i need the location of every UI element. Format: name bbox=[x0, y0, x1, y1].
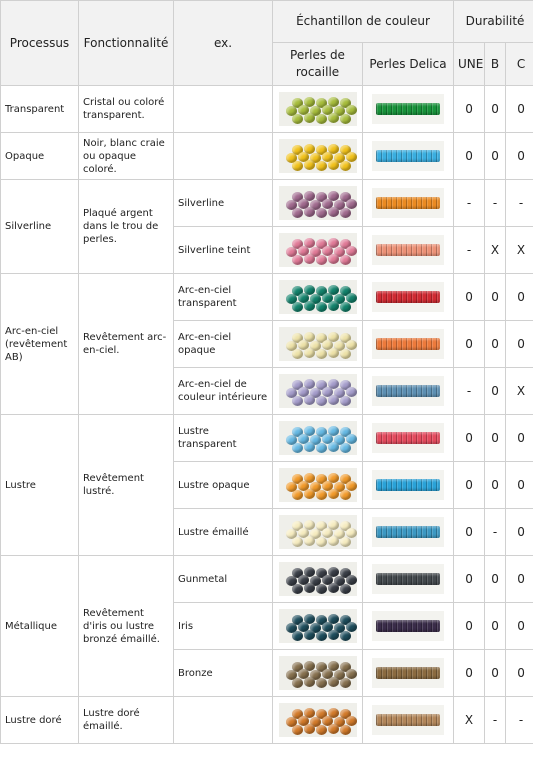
cell-durabilite-c: 0 bbox=[506, 509, 533, 556]
table-row bbox=[1, 86, 533, 133]
table-row bbox=[1, 415, 533, 462]
cell-processus: Lustre bbox=[1, 415, 79, 556]
cell-rocaille-swatch bbox=[273, 133, 363, 180]
cell-ex bbox=[174, 86, 273, 133]
cell-durabilite-c: X bbox=[506, 368, 533, 415]
seed-bead-swatch bbox=[279, 92, 357, 126]
cell-durabilite-c: 0 bbox=[506, 556, 533, 603]
cell-durabilite-b: 0 bbox=[485, 462, 506, 509]
header-ex: ex. bbox=[174, 1, 273, 86]
seed-bead-swatch bbox=[279, 421, 357, 455]
cell-durabilite-une: - bbox=[454, 368, 485, 415]
cell-durabilite-b: 0 bbox=[485, 86, 506, 133]
cell-rocaille-swatch bbox=[273, 556, 363, 603]
seed-bead-swatch bbox=[279, 609, 357, 643]
seed-bead-swatch bbox=[279, 515, 357, 549]
cell-fonctionnalite: Revêtement lustré. bbox=[79, 415, 174, 556]
seed-bead-swatch bbox=[279, 374, 357, 408]
cell-durabilite-b: 0 bbox=[485, 650, 506, 697]
cell-durabilite-c: 0 bbox=[506, 462, 533, 509]
cell-ex: Arc-en-ciel de couleur intérieure bbox=[174, 368, 273, 415]
table-header bbox=[1, 1, 533, 86]
cell-durabilite-c: 0 bbox=[506, 274, 533, 321]
header-c: C bbox=[506, 43, 533, 86]
cell-durabilite-une: X bbox=[454, 697, 485, 744]
table-row bbox=[1, 556, 533, 603]
cell-rocaille-swatch bbox=[273, 603, 363, 650]
cell-rocaille-swatch bbox=[273, 368, 363, 415]
cell-durabilite-b: 0 bbox=[485, 415, 506, 462]
cell-durabilite-c: 0 bbox=[506, 415, 533, 462]
cell-rocaille-swatch bbox=[273, 462, 363, 509]
cell-delica-swatch bbox=[363, 650, 454, 697]
seed-bead-swatch bbox=[279, 280, 357, 314]
cell-durabilite-une: 0 bbox=[454, 415, 485, 462]
header-fonctionnalite: Fonctionnalité bbox=[79, 1, 174, 86]
table-row bbox=[1, 274, 533, 321]
table-body bbox=[1, 86, 533, 744]
cell-durabilite-c: X bbox=[506, 227, 533, 274]
cell-durabilite-une: - bbox=[454, 227, 485, 274]
seed-bead-swatch bbox=[279, 186, 357, 220]
cell-delica-swatch bbox=[363, 603, 454, 650]
cell-delica-swatch bbox=[363, 368, 454, 415]
seed-bead-swatch bbox=[279, 703, 357, 737]
cell-durabilite-b: 0 bbox=[485, 603, 506, 650]
cell-ex: Arc-en-ciel opaque bbox=[174, 321, 273, 368]
delica-bead-swatch bbox=[372, 282, 444, 312]
cell-durabilite-b: - bbox=[485, 697, 506, 744]
delica-bead-swatch bbox=[372, 658, 444, 688]
cell-durabilite-c: 0 bbox=[506, 86, 533, 133]
header-processus: Processus bbox=[1, 1, 79, 86]
cell-delica-swatch bbox=[363, 227, 454, 274]
seed-bead-swatch bbox=[279, 656, 357, 690]
cell-ex: Silverline teint bbox=[174, 227, 273, 274]
cell-fonctionnalite: Revêtement arc-en-ciel. bbox=[79, 274, 174, 415]
seed-bead-swatch bbox=[279, 468, 357, 502]
header-une: UNE bbox=[454, 43, 485, 86]
cell-durabilite-une: 0 bbox=[454, 509, 485, 556]
delica-bead-swatch bbox=[372, 705, 444, 735]
delica-bead-swatch bbox=[372, 94, 444, 124]
table-row bbox=[1, 133, 533, 180]
cell-processus: Opaque bbox=[1, 133, 79, 180]
cell-processus: Lustre doré bbox=[1, 697, 79, 744]
cell-delica-swatch bbox=[363, 180, 454, 227]
cell-durabilite-une: 0 bbox=[454, 274, 485, 321]
cell-durabilite-b: - bbox=[485, 180, 506, 227]
header-b: B bbox=[485, 43, 506, 86]
cell-durabilite-b: 0 bbox=[485, 133, 506, 180]
delica-bead-swatch bbox=[372, 329, 444, 359]
cell-rocaille-swatch bbox=[273, 180, 363, 227]
cell-durabilite-b: 0 bbox=[485, 368, 506, 415]
cell-rocaille-swatch bbox=[273, 415, 363, 462]
cell-ex: Bronze bbox=[174, 650, 273, 697]
cell-delica-swatch bbox=[363, 556, 454, 603]
cell-delica-swatch bbox=[363, 415, 454, 462]
cell-delica-swatch bbox=[363, 321, 454, 368]
cell-fonctionnalite: Lustre doré émaillé. bbox=[79, 697, 174, 744]
delica-bead-swatch bbox=[372, 564, 444, 594]
cell-durabilite-c: 0 bbox=[506, 133, 533, 180]
delica-bead-swatch bbox=[372, 188, 444, 218]
cell-delica-swatch bbox=[363, 462, 454, 509]
cell-delica-swatch bbox=[363, 274, 454, 321]
cell-durabilite-b: X bbox=[485, 227, 506, 274]
cell-processus: Arc-en-ciel (revêtement AB) bbox=[1, 274, 79, 415]
cell-rocaille-swatch bbox=[273, 86, 363, 133]
cell-durabilite-une: 0 bbox=[454, 650, 485, 697]
cell-processus: Métallique bbox=[1, 556, 79, 697]
cell-ex bbox=[174, 133, 273, 180]
delica-bead-swatch bbox=[372, 517, 444, 547]
cell-ex: Silverline bbox=[174, 180, 273, 227]
cell-fonctionnalite: Revêtement d'iris ou lustre bronzé émaillé. bbox=[79, 556, 174, 697]
delica-bead-swatch bbox=[372, 235, 444, 265]
cell-durabilite-une: 0 bbox=[454, 556, 485, 603]
cell-delica-swatch bbox=[363, 509, 454, 556]
delica-bead-swatch bbox=[372, 423, 444, 453]
cell-ex: Lustre transparent bbox=[174, 415, 273, 462]
cell-durabilite-b: - bbox=[485, 509, 506, 556]
cell-durabilite-une: 0 bbox=[454, 133, 485, 180]
cell-delica-swatch bbox=[363, 86, 454, 133]
seed-bead-swatch bbox=[279, 327, 357, 361]
cell-durabilite-c: 0 bbox=[506, 603, 533, 650]
cell-durabilite-une: 0 bbox=[454, 603, 485, 650]
cell-ex bbox=[174, 697, 273, 744]
cell-rocaille-swatch bbox=[273, 509, 363, 556]
cell-durabilite-b: 0 bbox=[485, 274, 506, 321]
cell-fonctionnalite: Noir, blanc craie ou opaque coloré. bbox=[79, 133, 174, 180]
seed-bead-swatch bbox=[279, 139, 357, 173]
header-perles-delica: Perles Delica bbox=[363, 43, 454, 86]
cell-rocaille-swatch bbox=[273, 650, 363, 697]
cell-durabilite-une: 0 bbox=[454, 86, 485, 133]
cell-fonctionnalite: Cristal ou coloré transparent. bbox=[79, 86, 174, 133]
cell-durabilite-c: - bbox=[506, 697, 533, 744]
cell-fonctionnalite: Plaqué argent dans le trou de perles. bbox=[79, 180, 174, 274]
cell-durabilite-c: 0 bbox=[506, 650, 533, 697]
header-durabilite: Durabilité bbox=[454, 1, 533, 43]
delica-bead-swatch bbox=[372, 141, 444, 171]
cell-ex: Lustre opaque bbox=[174, 462, 273, 509]
delica-bead-swatch bbox=[372, 470, 444, 500]
cell-durabilite-une: 0 bbox=[454, 321, 485, 368]
cell-ex: Iris bbox=[174, 603, 273, 650]
delica-bead-swatch bbox=[372, 376, 444, 406]
cell-durabilite-b: 0 bbox=[485, 556, 506, 603]
cell-ex: Arc-en-ciel transparent bbox=[174, 274, 273, 321]
table-row bbox=[1, 180, 533, 227]
cell-delica-swatch bbox=[363, 133, 454, 180]
cell-rocaille-swatch bbox=[273, 697, 363, 744]
seed-bead-swatch bbox=[279, 233, 357, 267]
cell-delica-swatch bbox=[363, 697, 454, 744]
cell-rocaille-swatch bbox=[273, 274, 363, 321]
cell-ex: Lustre émaillé bbox=[174, 509, 273, 556]
header-echantillon: Échantillon de couleur bbox=[273, 1, 454, 43]
cell-ex: Gunmetal bbox=[174, 556, 273, 603]
cell-rocaille-swatch bbox=[273, 321, 363, 368]
header-perles-rocaille: Perles de rocaille bbox=[273, 43, 363, 86]
cell-durabilite-c: 0 bbox=[506, 321, 533, 368]
cell-durabilite-b: 0 bbox=[485, 321, 506, 368]
table-row bbox=[1, 697, 533, 744]
seed-bead-swatch bbox=[279, 562, 357, 596]
cell-durabilite-une: 0 bbox=[454, 462, 485, 509]
cell-durabilite-une: - bbox=[454, 180, 485, 227]
cell-durabilite-c: - bbox=[506, 180, 533, 227]
delica-bead-swatch bbox=[372, 611, 444, 641]
cell-rocaille-swatch bbox=[273, 227, 363, 274]
cell-processus: Transparent bbox=[1, 86, 79, 133]
cell-processus: Silverline bbox=[1, 180, 79, 274]
